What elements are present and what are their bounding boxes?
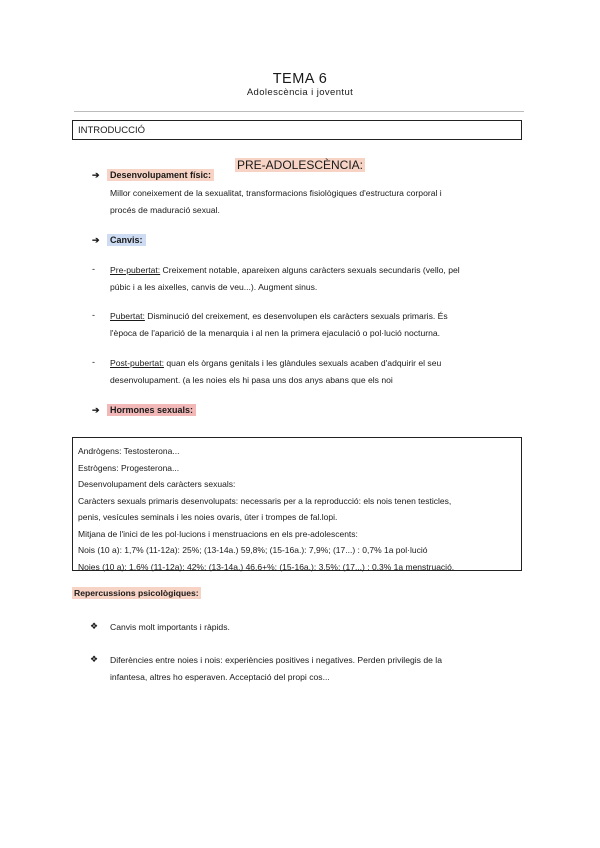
canvis-item <box>110 308 448 342</box>
dash-icon: - <box>92 264 95 274</box>
page-title: TEMA 6 <box>272 71 328 87</box>
canvis-desc: Disminució del creixement, es desenvolupen els caràcters sexuals primaris. És <box>144 311 448 321</box>
repercussions-item <box>110 619 230 636</box>
data-line: Nois (10 a): 1,7% (11-12a): 25%; (13-14a.) 59,8%; (15-16a.): 7,9%; (17...) : 0,7% 1a pol·lució <box>78 545 428 555</box>
data-line: Caràcters sexuals primaris desenvolupats: necessaris per a la reproducció: els nois tenen testicles, <box>78 495 452 506</box>
canvis-item <box>110 262 460 296</box>
desenvolupament-line-1: Millor coneixement de la sexualitat, transformacions fisiològiques d'estructura corporal i <box>110 188 442 198</box>
data-line: Mitjana de l'inici de les pol·lucions i menstruacions en els pre-adolescents: <box>78 528 358 539</box>
section-heading <box>0 156 600 174</box>
desenvolupament-line-2: procés de maduració sexual. <box>110 205 220 215</box>
canvis-item <box>110 355 441 389</box>
data-line: Desenvolupament dels caràcters sexuals: <box>78 479 236 489</box>
canvis-term: Pubertat: <box>110 311 145 321</box>
repercussions-line: Diferències entre noies i nois: experiències positives i negatives. Perden privilegis de la <box>110 655 442 665</box>
canvis-desc: Creixement notable, apareixen alguns caràcters sexuals secundaris (vello, pel <box>160 265 460 275</box>
data-line: Noies (10 a): 1,6% (11-12a): 42%; (13-14a.) 46,6+%; (15-16a.): 3,5%; (17...) : 0,3% 1a menstruació. <box>78 561 455 572</box>
arrow-icon: ➔ <box>92 404 100 415</box>
canvis-term: Post-pubertat: <box>110 358 164 368</box>
intro-box <box>72 120 522 140</box>
diamond-bullet-icon: ❖ <box>90 654 99 664</box>
repercussions-label: Repercussions psicològiques: <box>74 588 199 598</box>
data-line: Andrògens: Testosterona... <box>78 446 180 456</box>
repercussions-line: Canvis molt importants i ràpids. <box>110 622 230 632</box>
canvis-desc-cont: púbic i a les aixelles, canvis de veu...). Augment sinus. <box>110 282 318 292</box>
canvis-desc: quan els òrgans genitals i les glàndules sexuals acaben d'adquirir el seu <box>163 358 442 368</box>
repercussions-item <box>110 652 442 686</box>
canvis-desc-cont: l'època de l'aparició de la menarquia i al nen la primera ejaculació o pol·lució nocturna. <box>110 328 441 338</box>
diamond-bullet-icon: ❖ <box>90 621 99 631</box>
hormones-data-box <box>72 437 522 571</box>
repercussions-line: infantesa, altres ho esperaven. Acceptació del propi cos... <box>110 672 330 682</box>
dash-icon: - <box>92 310 95 320</box>
desenvolupament-text <box>110 185 442 219</box>
canvis-row <box>92 234 146 246</box>
data-line: penis, vesícules seminals i les noies ovaris, úter i trompes de fal.lopi. <box>78 512 338 522</box>
page-subtitle: Adolescència i joventut <box>246 87 354 98</box>
hormones-label: Hormones sexuals: <box>107 404 196 416</box>
canvis-desc-cont: desenvolupament. (a les noies els hi pasa uns dos anys abans que els noi <box>110 375 393 385</box>
arrow-icon: ➔ <box>92 234 100 245</box>
canvis-label: Canvis: <box>107 234 146 246</box>
hormones-row <box>92 404 196 416</box>
canvis-term: Pre-pubertat: <box>110 265 161 275</box>
desenvolupament-label: Desenvolupament físic: <box>107 169 214 181</box>
divider-line <box>74 111 524 112</box>
data-line: Estrògens: Progesterona... <box>78 462 180 473</box>
intro-label: INTRODUCCIÓ <box>78 125 146 136</box>
arrow-icon: ➔ <box>92 169 100 180</box>
dash-icon: - <box>92 357 95 367</box>
section-heading-text: PRE-ADOLESCÈNCIA: <box>236 158 364 172</box>
desenvolupament-row <box>92 169 214 181</box>
